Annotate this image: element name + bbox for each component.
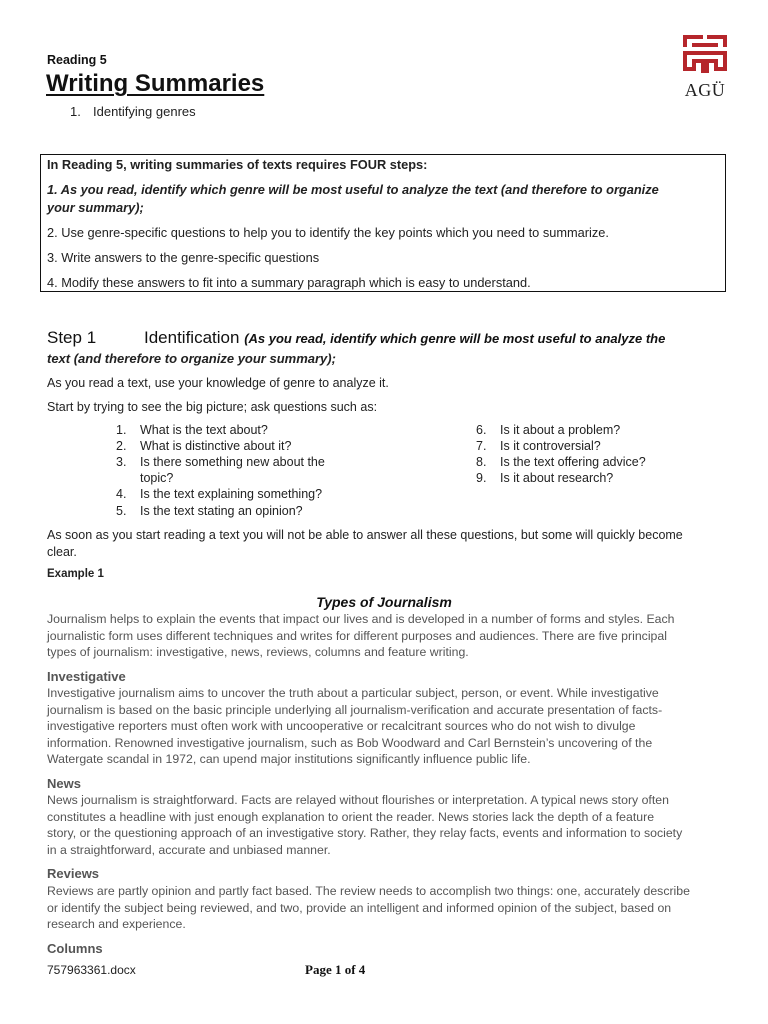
article-line: News journalism is straightforward. Facts are relayed without flourishes or interpretation. A typical news story often — [47, 793, 669, 807]
section-investigative — [47, 685, 727, 768]
question-number: 1. — [116, 423, 127, 437]
article-line: in a straightforward, accurate and unbiased manner. — [47, 842, 331, 857]
step-1-line-2: your summary); — [47, 200, 144, 215]
article-title: Types of Journalism — [316, 594, 452, 610]
article-line: types of journalism: investigative, news, reviews, columns and feature writing. — [47, 645, 469, 659]
article-line: Reviews are partly opinion and partly fact based. The review needs to accomplish two things: one, accurately describe — [47, 884, 690, 898]
article-line: Investigative journalism aims to uncover the truth about a particular subject, person, or event. While investigative — [47, 686, 659, 700]
question-text: Is there something new about the — [140, 455, 325, 469]
paragraph-soon-line: clear. — [47, 545, 77, 559]
question-item — [116, 439, 291, 453]
reading-label: Reading 5 — [47, 53, 107, 67]
section-reviews — [47, 883, 727, 933]
question-item — [476, 439, 601, 453]
article-line: investigative reporters must often work with uncooperative or recalcitrant sources who do not wish to divulge — [47, 719, 636, 733]
question-text: Is it controversial? — [500, 439, 601, 453]
step-3-text: 3. Write answers to the genre-specific questions — [47, 250, 320, 265]
question-number: 7. — [476, 439, 487, 453]
subtitle-number: 1. — [70, 104, 81, 119]
subtitle — [70, 104, 196, 119]
example-label: Example 1 — [47, 568, 104, 580]
steps-intro: In Reading 5, writing summaries of texts requires FOUR steps: — [47, 157, 428, 172]
question-text: What is distinctive about it? — [140, 439, 292, 453]
question-number: 6. — [476, 423, 487, 437]
article-line: or identify the subject being reviewed, and two, provide an intelligent and informed opinion of the subject, based on — [47, 900, 672, 915]
question-text: Is the text explaining something? — [140, 487, 323, 501]
steps-box — [40, 154, 726, 292]
section-heading-columns: Columns — [47, 941, 103, 956]
question-number: 3. — [116, 455, 127, 469]
identification-heading — [144, 328, 665, 348]
section-heading-news: News — [47, 776, 81, 791]
step-1-heading — [47, 328, 666, 348]
identification-italic-1: (As you read, identify which genre will be most useful to analyze the — [244, 331, 666, 346]
section-news — [47, 792, 727, 858]
paragraph-soon-line: As soon as you start reading a text you will not be able to answer all these questions, but some will quickly become — [47, 528, 683, 542]
question-text: What is the text about? — [140, 423, 268, 437]
article-line: information. Renowned investigative journalism, such as Bob Woodward and Carl Bernstein’s uncovering of the — [47, 735, 653, 750]
step-1-label: Step 1 — [47, 328, 97, 347]
question-number: 8. — [476, 455, 487, 469]
question-text: Is the text offering advice? — [500, 455, 646, 469]
question-item — [476, 471, 613, 485]
article-line: journalistic form uses different techniques and writes for different purposes and audiences. There are five principal — [47, 628, 667, 643]
paragraph-soon — [47, 527, 727, 561]
article-line: story, or the questioning approach of an investigative story. Rather, they relay facts, events and information to society — [47, 826, 683, 840]
section-heading-investigative: Investigative — [47, 669, 126, 684]
question-text: Is it about a problem? — [500, 423, 621, 437]
subtitle-text: Identifying genres — [93, 104, 196, 119]
step-2-text: 2. Use genre-specific questions to help you to identify the key points which you need to summarize. — [47, 225, 609, 240]
identification-italic-2: text (and therefore to organize your summary); — [47, 351, 336, 366]
footer-filename: 757963361.docx — [47, 963, 136, 977]
question-text: topic? — [140, 471, 174, 485]
question-number: 5. — [116, 504, 127, 518]
identification-title: Identification — [144, 328, 240, 347]
article-line: journalism is based on the basic principle underlying all journalism-verification and accurate presentation of facts- — [47, 702, 663, 717]
article-line: Journalism helps to explain the events that impact our lives and is developed in a number of forms and styles. Each — [47, 612, 675, 626]
question-number: 9. — [476, 471, 487, 485]
article-line: Watergate scandal in 1972, can upend major institutions significantly influence public life. — [47, 752, 531, 766]
article-line: research and experience. — [47, 917, 186, 931]
question-item — [476, 455, 646, 469]
question-item — [476, 423, 620, 437]
question-number: 2. — [116, 439, 127, 453]
step-1-line-1: 1. As you read, identify which genre will be most useful to analyze the text (and therefore to organize — [47, 182, 659, 197]
question-item — [116, 423, 268, 437]
step-4-text: 4. Modify these answers to fit into a summary paragraph which is easy to understand. — [47, 275, 531, 290]
question-item — [116, 471, 173, 485]
footer-page-number: Page 1 of 4 — [305, 962, 366, 977]
article-line: constitutes a headline with just enough explanation to orient the reader. News stories lack the depth of a feature — [47, 809, 655, 824]
question-text: Is it about research? — [500, 471, 614, 485]
section-heading-reviews: Reviews — [47, 866, 100, 881]
question-text: Is the text stating an opinion? — [140, 504, 303, 518]
paragraph-big-picture: Start by trying to see the big picture; ask questions such as: — [47, 400, 378, 414]
question-item — [116, 455, 325, 469]
article-intro — [47, 611, 727, 661]
logo-text: AGÜ — [684, 80, 726, 100]
question-number: 4. — [116, 487, 127, 501]
question-item — [116, 487, 322, 501]
page-title: Writing Summaries — [46, 70, 265, 97]
question-item — [116, 504, 303, 518]
paragraph-genre: As you read a text, use your knowledge of genre to analyze it. — [47, 376, 389, 390]
